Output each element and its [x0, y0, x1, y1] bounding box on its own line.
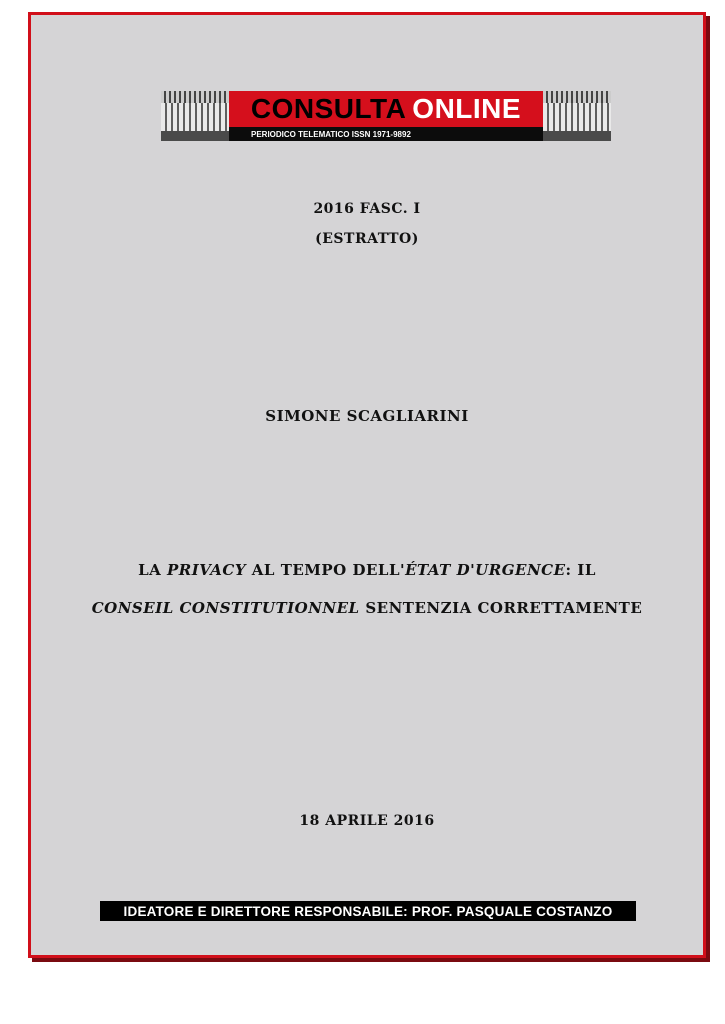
title-italic-etat: ÉTAT D'URGENCE [405, 561, 566, 579]
building-image-left [161, 91, 229, 141]
cover-page [28, 12, 706, 958]
title-italic-conseil: CONSEIL CONSTITUTIONNEL [91, 599, 360, 617]
author-name: SIMONE SCAGLIARINI [265, 407, 469, 425]
masthead-logo [161, 91, 611, 141]
extract-label: (ESTRATTO) [315, 231, 419, 247]
article-title-line-1 [31, 561, 703, 579]
title-text: : IL [565, 561, 596, 579]
brand-online: ONLINE [412, 93, 522, 124]
publication-date: 18 APRILE 2016 [299, 813, 435, 829]
title-text: LA [138, 561, 168, 579]
building-image-right [543, 91, 611, 141]
footer-editor-bar: IDEATORE E DIRETTORE RESPONSABILE: PROF. PASQUALE COSTANZO [100, 901, 636, 921]
masthead-title [229, 91, 543, 127]
masthead-subtitle: PERIODICO TELEMATICO ISSN 1971-9892 [229, 127, 543, 141]
title-text: AL TEMPO DELL' [246, 561, 406, 579]
title-text: SENTENZIA CORRETTAMENTE [359, 599, 643, 617]
brand-consulta: CONSULTA [250, 93, 407, 124]
title-italic-privacy: PRIVACY [167, 561, 247, 579]
issue-label: 2016 FASC. I [313, 201, 421, 217]
article-title-line-2 [31, 599, 703, 617]
masthead-banner [229, 91, 543, 141]
